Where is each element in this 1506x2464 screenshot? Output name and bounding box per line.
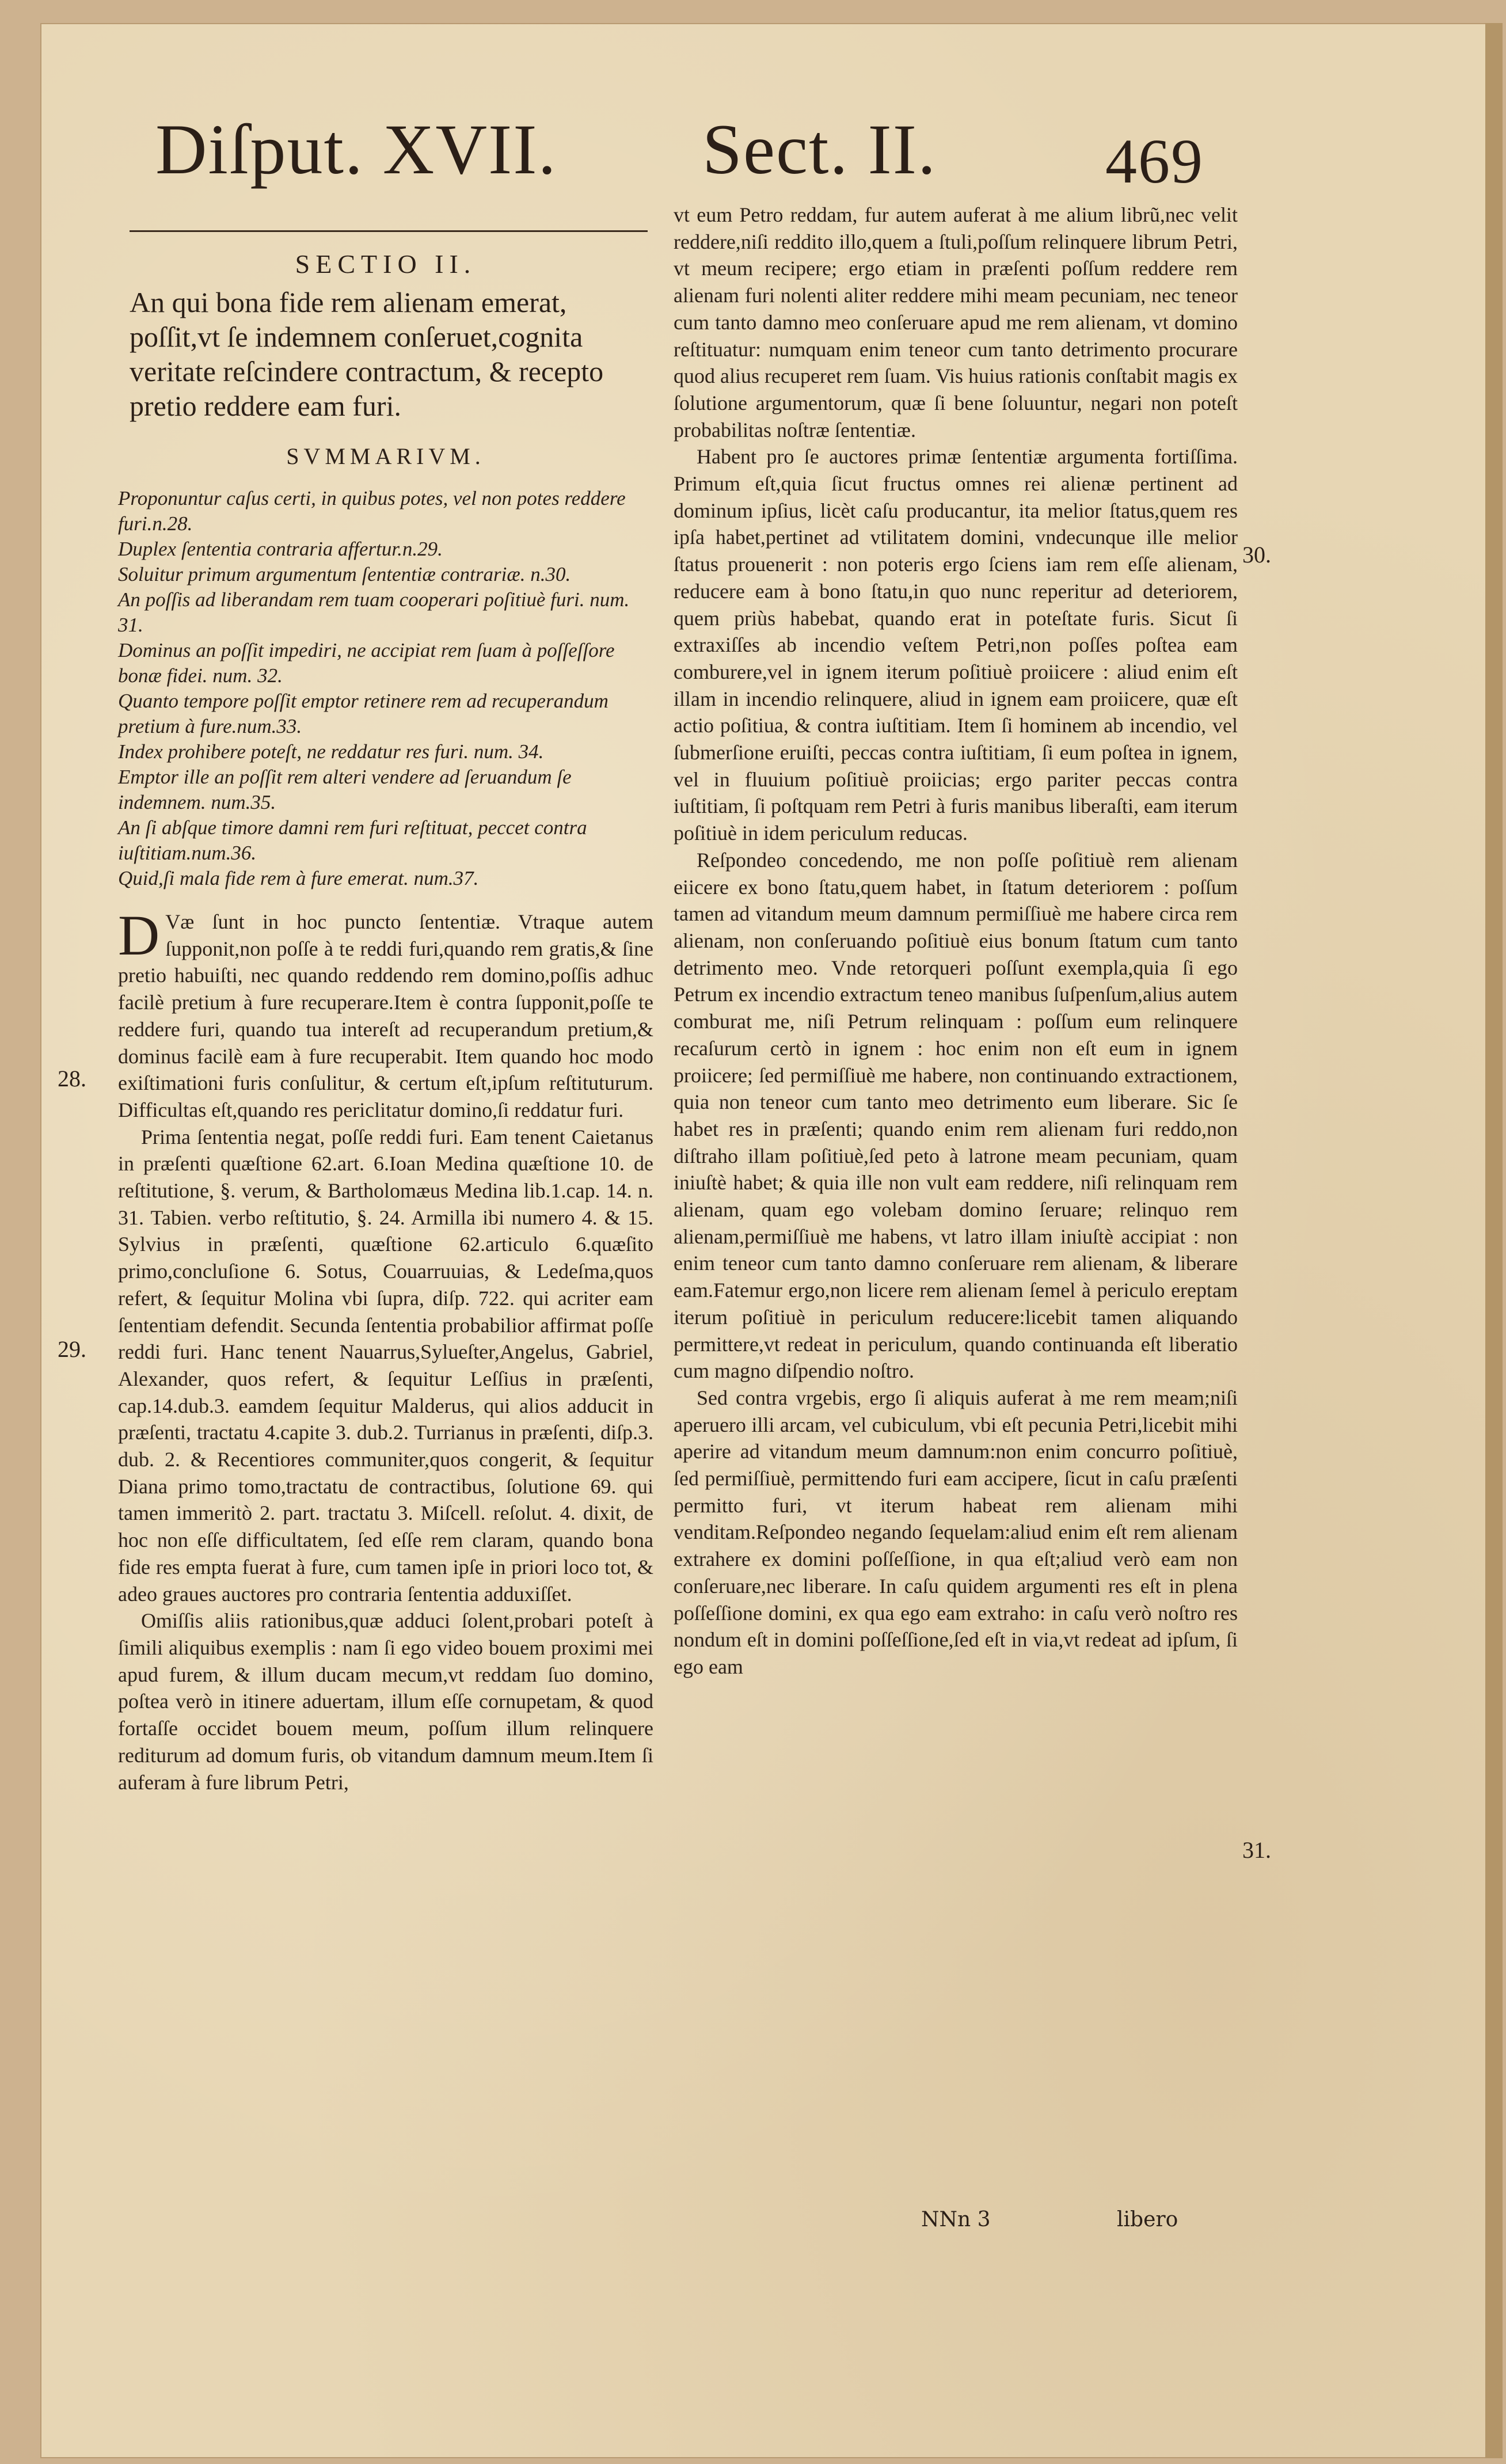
running-head-left: Diſput. XVII. [155,110,557,189]
summary-item: Soluitur primum argumentum ſententiæ contrariæ. n.30. [118,563,571,585]
margin-number-29: 29. [58,1336,86,1362]
section-heading: SECTIO II. [295,249,477,279]
right-column [674,201,1238,1680]
summary-item: Duplex ſententia contraria affertur.n.29. [118,538,443,560]
summary-item: Index prohibere poteſt, ne reddatur res furi. num. 34. [118,740,544,763]
summary-item: Emptor ille an poſſit rem alteri vendere ad ſeruandum ſe indemnem. num.35. [118,766,572,813]
paragraph-29: Prima ſententia negat, poſſe reddi furi. Eam tenent Caietanus in præſenti quæſtione 62.art. 6.Ioan Medina quæſtione 10. de reſtitutione, §. verum, & Bartholomæus Medina lib.1.cap. 14. n. 31. Tabien. verbo reſtitutio, §. 24. Armilla ibi numero 4. & 15. Sylvius in præſenti, quæſtione 62.articulo 6.quæſito primo,concluſione 6. Sotus, Couarruuias, & Ledeſma,quos refert, & ſequitur Molina vbi ſupra, diſp. 722. qui acriter eam ſententiam defendit. Secunda ſententia probabilior affirmat poſſe reddi furi. Hanc tenent Nauarrus,Sylueſter,Angelus, Gabriel, Alexander, quos refert, & ſequitur Leſſius in præſenti, cap.14.dub.3. eamdem ſequitur Malderus, qui alios adducit in præſenti, tractatu 4.capite 3. dub.2. Turrianus in præſenti, diſp.3. dub. 2. & Recentiores communiter,quos congerit, & ſequitur Diana primo tomo,tractatu de contractibus, ſolutione 69. qui tamen immeritò 2. part. tractatu 3. Miſcell. reſolut. 4. dixit, de hoc non eſſe difficultatem, ſed eſſe rem claram, quando bona fide res empta fuerat à fure, cum tamen ipſe in priori loco tot, & adeo graues auctores pro contraria ſententia adduxiſſet. [118,1125,653,1606]
margin-number-28: 28. [58,1066,86,1092]
summary-item: Quanto tempore poſſit emptor retinere rem ad recuperandum pretium à fure.num.33. [118,690,609,737]
summary-item: An ſi abſque timore damni rem furi reſtituat, peccet contra iuſtitiam.num.36. [118,816,587,864]
summary-item: Dominus an poſſit impediri, ne accipiat rem ſuam à poſſeſſore bonæ fidei. num. 32. [118,639,615,687]
signature-mark: NNn 3 [921,2208,991,2231]
margin-number-31: 31. [1242,1837,1271,1863]
margin-number-30: 30. [1242,542,1271,568]
paragraph-28 [118,903,653,1124]
paragraph-31: Sed contra vrgebis, ergo ſi aliquis auferat à me rem meam;niſi aperuero illi arcam, vel cubiculum, vbi eſt pecunia Petri,licebit mihi aperire ad vitandum meum damnum:non enim concurro poſitiuè, ſed permiſſiuè, permittendo furi eam accipere, ſicut in caſu præſenti permitto furi, vt iterum habeat rem alienam mihi venditam.Reſpondeo negando ſequelam:aliud enim eſt rem alienam extrahere ex domini poſſeſſione, in qua eſt;aliud verò eam non conſeruare,nec liberare. In caſu quidem argumenti res eſt in plena poſſeſſione domini, ex qua ego eam extraho: in caſu verò noſtro res nondum eſt in domini poſſeſſione,ſed eſt in via,vt redeat ad ipſum, ſi ego eam [674,1386,1238,1678]
page-number: 469 [1105,126,1204,196]
drop-cap: D [118,903,160,967]
section-title: An qui bona fide rem alienam emerat, poſſit,vt ſe indemnem conſeruet,cognita veritate reſcindere contractum, & recepto pretio reddere eam furi. [130,286,604,422]
paragraph-examples: Omiſſis aliis rationibus,quæ adduci ſolent,probari poteſt à ſimili aliquibus exemplis : nam ſi ego video bouem proximi mei apud furem, & illum ducam mecum,vt reddam ſuo domino, poſtea verò in itinere aduertam, illum eſſe cornupetam, & quod fortaſſe occidet bouem meum, poſſum illum relinquere rediturum ad domum furis, ob vitandum damnum meum.Item ſi auferam à fure librum Petri, [118,1609,653,1794]
left-column [118,242,653,1796]
summary-item: Quid,ſi mala fide rem à fure emerat. num.37. [118,867,479,889]
paragraph-text: Væ ſunt in hoc puncto ſententiæ. Vtraque autem ſupponit,non poſſe à te reddi furi,quando rem gratis,& ſine pretio habuiſti, nec quando reddendo rem domino,poſſis adhuc facilè pretium à fure recuperare.Item è contra ſupponit,poſſe te reddere furi, quando tua intereſt ad recuperandum pretium,& dominus facilè eam à fure recuperabit. Item quando hoc modo exiſtimationi furis conſulitur, & certum eſt,ipſum reſtituturum. Difficultas eſt,quando res periclitatur domino,ſi reddatur furi. [118,910,653,1121]
page-edge [1485,23,1503,2458]
paragraph-response: Reſpondeo concedendo, me non poſſe poſitiuè rem alienam eiicere ex bono ſtatu,quem habet, in ſtatum deteriorem : poſſum tamen ad vitandum meum damnum permiſſiuè me habere circa rem alienam, non conſeruando poſitiuè eius bonum ſtatum cum tanto detrimento meo. Vnde retorqueri poſſunt exempla,quia ſi ego Petrum ex incendio extractum teneo manibus ſuſpenſum,alius autem comburat me, niſi Petrum relinquam : poſſum eum relinquere recaſurum certò in ignem : hoc enim non eſt eum in ignem proiicere; ſed permiſſiuè me habere, non continuando extractionem, quia non teneor cum tanto meo detrimento eum liberare. Sic ſe habet res in præſenti; quando enim rem alienam furi reddo,non diſtraho illam poſitiuè,ſed peto à latrone meam pecuniam, quam iniuſtè habet; & quia ille non vult eam reddere, niſi relinquam rem alienam, quam ego volebam domino ſeruare; relinquo rem alienam,permiſſiuè me habens, vt latro illam iniuſtè accipiat : non enim teneor cum tanto damno conſeruare rem alienam, & liberare eam.Fatemur ergo,non licere rem alienam ſemel à periculo ereptam iterum poſitiuè in periculum reducere:licebit tamen aliquando permittere,vt redeat in periculum, quando continuanda eſt liberatio cum magno diſpendio noſtro. [674,848,1238,1383]
summary-list [118,486,653,891]
header-rule [130,230,648,232]
running-head-section: Sect. II. [702,110,937,189]
paragraph-30: Habent pro ſe auctores primæ ſententiæ argumenta fortiſſima. Primum eſt,quia ſicut fructus omnes rei alienæ pertinent ad dominum ipſius, licèt caſu producantur, ita melior ſtatus,quem res ipſa habet,pertinet ad vtilitatem domini, vndecunque ille melior ſtatus prouenerit : non poteris ergo ſciens iam rem eſſe alienam, reducere eam à bono ſtatu,in quo nunc reperitur ad deteriorem, quem priùs habebat, quando erat in poteſtate furis. Sicut ſi extraxiſſes ab incendio veſtem Petri,non poſſes poſtea eam comburere,vel in ignem iterum poſitiuè proiicere : aliud enim eſt illam in incendio relinquere, aliud in ignem eam proiicere, quæ eſt actio poſitiua, & contra iuſtitiam. Item ſi hominem ab incendio, vel ſubmerſione eruiſti, peccas contra iuſtitiam, ſi eum poſtea in ignem, vel in fluuium poſitiuè proiicias; ergo pariter peccas contra iuſtitiam, ſi poſtquam rem Petri à furis manibus liberaſti, eam iterum poſitiuè in idem periculum reducas. [674,445,1238,845]
summary-item: An poſſis ad liberandam rem tuam cooperari poſitiuè furi. num. 31. [118,588,630,636]
summary-item: Proponuntur caſus certi, in quibus potes, vel non potes reddere furi.n.28. [118,487,626,535]
catchword: libero [1117,2208,1178,2231]
paragraph-continued: vt eum Petro reddam, fur autem auferat à me alium librũ,nec velit reddere,niſi reddito illo,quem a ſtuli,poſſum relinquere librum Petri, vt meum recipere; ergo etiam in præſenti poſſum reddere rem alienam furi nolenti aliter reddere mihi meam pecuniam, nec teneor cum tanto damno meo conſeruare apud me rem alienam, vt domino reſtituatur: numquam enim teneor cum tanto detrimento procurare quod alius recuperet rem ſuam. Vis huius rationis conſtabit magis ex ſolutione argumentorum, quæ ſi bene ſoluuntur, negari non poteſt probabilitas noſtræ ſententiæ. [674,203,1238,442]
summary-heading: SVMMARIVM. [286,443,485,469]
